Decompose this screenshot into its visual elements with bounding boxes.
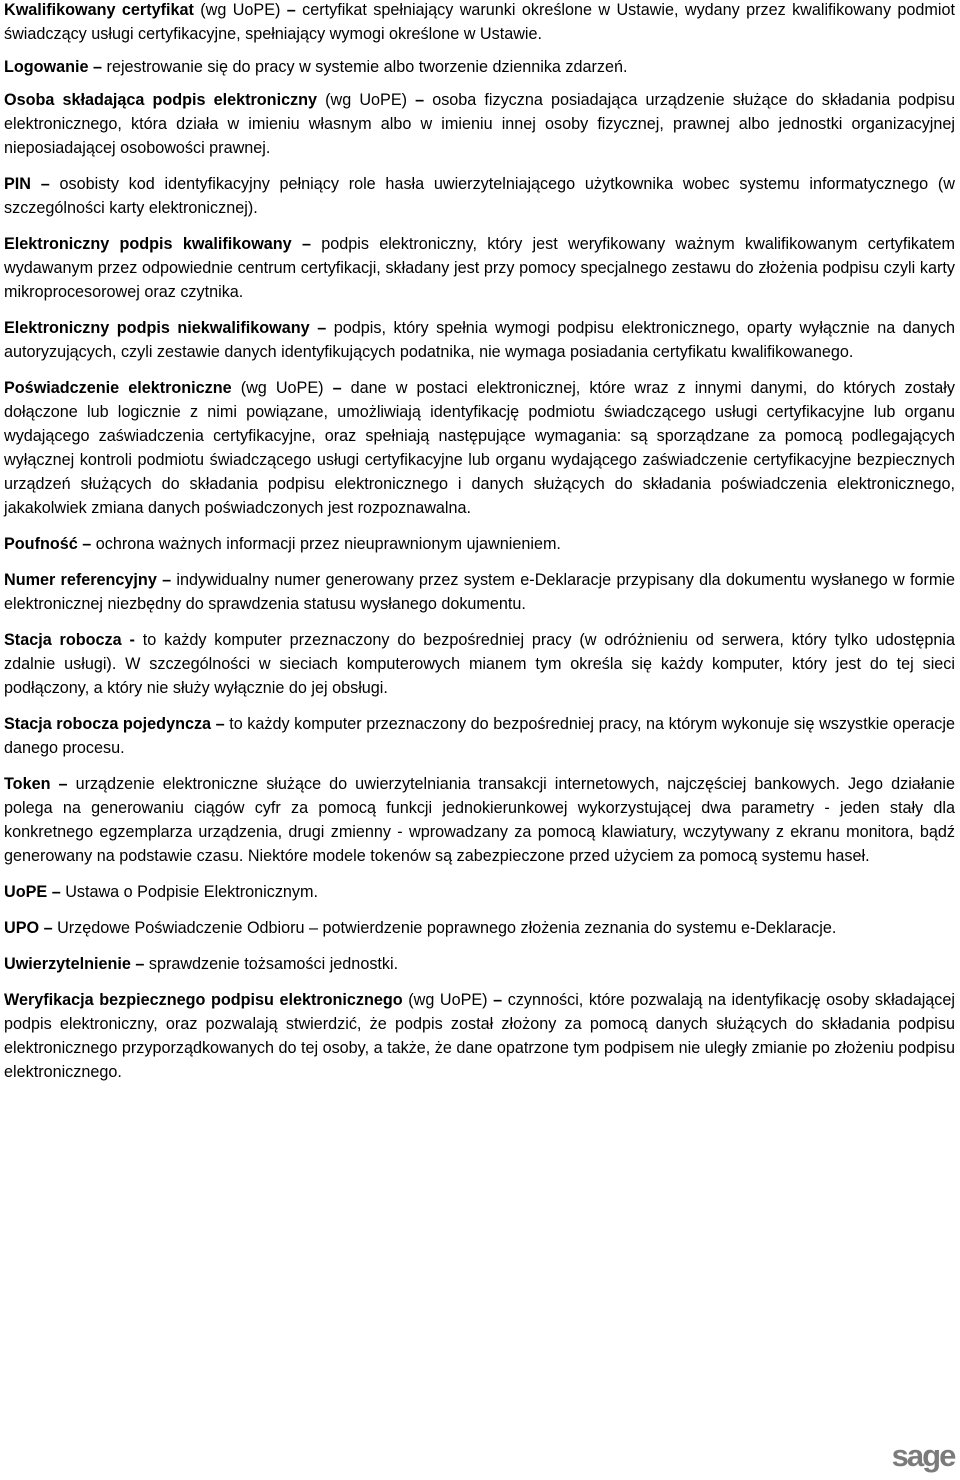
glossary-term: Numer referencyjny — [4, 571, 157, 589]
glossary-term: Poświadczenie elektroniczne — [4, 379, 232, 397]
glossary-definition: osoba fizyczna posiadająca urządzenie służące do składania podpisu elektronicznego, która działa w imieniu własnym albo w imieniu innej osoby fizycznej, prawnej albo jednostki organizacyjnej nieposiadającej osobowości prawnej. — [4, 91, 955, 157]
glossary-definition: Ustawa o Podpisie Elektronicznym. — [60, 883, 319, 901]
glossary-qualifier — [122, 631, 130, 649]
glossary-dash: – — [43, 919, 53, 937]
glossary-term: Logowanie — [4, 58, 89, 76]
sage-logo — [889, 1440, 957, 1476]
glossary-qualifier — [292, 235, 302, 253]
glossary-dash: – — [82, 535, 92, 553]
glossary-definition: dane w postaci elektronicznej, które wraz z innymi danymi, do których zostały dołączone lub logicznie z nimi powiązane, umożliwiają identyfikację podmiotu świadczącego usługi certyfikacyjne lub organu wydającego zaświadczenia certyfikacyjne, oraz spełniają następujące wymagania: są sporządzane za pomocą podlegających wyłącznej kontroli podmiotu świadczącego usługi certyfikacyjne lub organu wydającego zaświadczenie certyfikacyjne bezpiecznych urządzeń służących do składania podpisu elektronicznego i danych służących do składania poświadczenia elektronicznego, jakakolwiek zmiana danych poświadczonych jest rozpoznawalna. — [4, 379, 955, 517]
glossary-dash: – — [40, 175, 50, 193]
glossary-term: Stacja robocza pojedyncza — [4, 715, 212, 733]
glossary-definition: czynności, które pozwalają na identyfikację osoby składającej podpis elektroniczny, oraz pozwalają stwierdzić, że podpis został złożony za pomocą danych służących do składania podpisu elektronicznego przyporządkowanych do tej osoby, a także, że dane opatrzone tym podpisem nie uległy zmianie po złożeniu podpisu elektronicznego. — [4, 991, 955, 1081]
glossary-term: Token — [4, 775, 51, 793]
glossary-entry-stacja-robocza — [4, 628, 955, 700]
glossary-entry-stacja-robocza-pojedyncza — [4, 712, 955, 760]
glossary-dash: – — [301, 235, 311, 253]
glossary-qualifier: (wg UoPE) — [402, 991, 494, 1009]
glossary-entry-poufnosc — [4, 532, 955, 556]
glossary-entry-pin — [4, 172, 955, 220]
glossary-qualifier — [50, 775, 58, 793]
sage-logo-text: sage — [891, 1440, 955, 1473]
glossary-dash: – — [493, 991, 503, 1009]
glossary-term: Elektroniczny podpis kwalifikowany — [4, 235, 292, 253]
glossary-entry-poswiadczenie-elektroniczne — [4, 376, 955, 520]
glossary-term: PIN — [4, 175, 31, 193]
glossary-dash: – — [317, 319, 327, 337]
glossary-entry-osoba-skladajaca-podpis — [4, 88, 955, 160]
glossary-term: Stacja robocza — [4, 631, 122, 649]
glossary-term: Osoba składająca podpis elektroniczny — [4, 91, 318, 109]
glossary-definition: indywidualny numer generowany przez system e-Deklaracje przypisany dla dokumentu wysłanego w formie elektronicznej niezbędny do sprawdzenia statusu wysłanego dokumentu. — [4, 571, 955, 613]
glossary-qualifier — [31, 175, 41, 193]
glossary-dash: – — [332, 379, 342, 397]
glossary-term: Kwalifikowany certyfikat — [4, 1, 194, 19]
glossary-qualifier: (wg UoPE) — [317, 91, 416, 109]
glossary-definition: certyfikat spełniający warunki określone w Ustawie, wydany przez kwalifikowany podmiot świadczący usługi certyfikacyjne, spełniający wymogi określone w Ustawie. — [4, 1, 955, 43]
glossary-entry-numer-referencyjny — [4, 568, 955, 616]
glossary-qualifier: (wg UoPE) — [193, 1, 287, 19]
glossary-definition: rejestrowanie się do pracy w systemie albo tworzenie dziennika zdarzeń. — [102, 58, 628, 76]
glossary-definition: to każdy komputer przeznaczony do bezpośredniej pracy, na którym wykonuje się wszystkie operacje danego procesu. — [4, 715, 955, 757]
glossary-dash: – — [135, 955, 145, 973]
glossary-dash: – — [415, 91, 425, 109]
glossary-definition: podpis elektroniczny, który jest weryfikowany ważnym kwalifikowanym certyfikatem wydawanym przez odpowiednie centrum certyfikacji, składany jest przy pomocy specjalnego zestawu do złożenia podpisu czyli karty mikroprocesorowej oraz czytnika. — [4, 235, 956, 301]
glossary-qualifier: (wg UoPE) — [231, 379, 333, 397]
glossary-dash: – — [215, 715, 225, 733]
glossary-entry-podpis-kwalifikowany — [4, 232, 955, 304]
glossary-definition: urządzenie elektroniczne służące do uwierzytelniania transakcji internetowych, najczęściej bankowych. Jego działanie polega na generowaniu ciągów cyfr za pomocą funkcji jednokierunkowej wykorzystującej dwa parametry - jeden stały dla konkretnego egzemplarza urządzenia, drugi zmienny - wprowadzany za pomocą klawiatury, wczytywany z ekranu monitora, bądź generowany na podstawie czasu. Niektóre modele tokenów są zabezpieczone przed użyciem za pomocą systemu haseł. — [4, 775, 955, 865]
glossary-entry-upo — [4, 916, 955, 940]
glossary-term: UoPE — [4, 883, 48, 901]
glossary-term: UPO — [4, 919, 40, 937]
glossary-dash: – — [162, 571, 172, 589]
glossary-dash: – — [51, 883, 61, 901]
glossary-dash: – — [58, 775, 68, 793]
glossary-dash: – — [286, 1, 296, 19]
glossary-term: Elektroniczny podpis niekwalifikowany — [4, 319, 310, 337]
glossary-definition: osobisty kod identyfikacyjny pełniący role hasła uwierzytelniającego użytkownika wobec systemu informatycznego (w szczególności karty elektronicznej). — [4, 175, 955, 217]
glossary-entry-podpis-niekwalifikowany — [4, 316, 955, 364]
glossary-definition: to każdy komputer przeznaczony do bezpośredniej pracy (w odróżnieniu od serwera, który tylko udostępnia zdalnie usługi). W szczególności w sieciach komputerowych mianem tym określa się każdy komputer, który jest do tej sieci podłączony, a który nie służy wyłącznie do jej obsługi. — [4, 631, 955, 697]
glossary-dash: – — [93, 58, 103, 76]
glossary-term: Poufność — [4, 535, 78, 553]
glossary-dash: - — [129, 631, 135, 649]
glossary-term: Uwierzytelnienie — [4, 955, 131, 973]
glossary-entry-token — [4, 772, 955, 868]
glossary-term: Weryfikacja bezpiecznego podpisu elektronicznego — [4, 991, 403, 1009]
glossary-entry-kwalifikowany-certyfikat — [4, 0, 955, 46]
glossary-definition: sprawdzenie tożsamości jednostki. — [144, 955, 399, 973]
glossary-definition: ochrona ważnych informacji przez nieuprawnionym ujawnieniem. — [91, 535, 561, 553]
glossary-entry-uope — [4, 880, 955, 904]
glossary-entry-logowanie — [4, 55, 955, 79]
glossary-definition: Urzędowe Poświadczenie Odbioru – potwierdzenie poprawnego złożenia zeznania do systemu e-Deklaracje. — [52, 919, 837, 937]
glossary-entry-weryfikacja-podpisu — [4, 988, 955, 1084]
glossary-definition: podpis, który spełnia wymogi podpisu elektronicznego, oparty wyłącznie na danych autoryzujących, czyli zestawie danych identyfikujących podatnika, nie wymaga posiadania certyfikatu kwalifikowanego. — [4, 319, 956, 361]
glossary-document — [4, 0, 955, 1096]
glossary-entry-uwierzytelnienie — [4, 952, 955, 976]
